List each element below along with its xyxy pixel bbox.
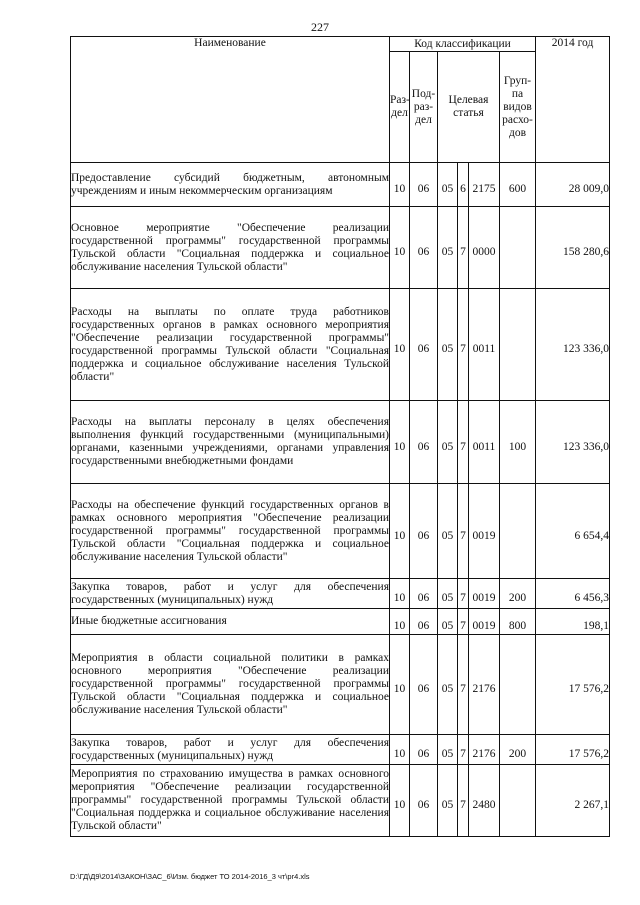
row-target-part3: 0011 [469, 401, 500, 484]
header-subsection: Под- раз- дел [410, 52, 438, 163]
row-expense-group [500, 765, 536, 837]
row-subsection: 06 [410, 289, 438, 401]
row-target-part3: 0019 [469, 609, 500, 635]
row-name: Мероприятия в области социальной политики в рамках основного мероприятия "Обеспечение реализации государственной программы" государственной программы Тульской области "Социальная поддержка и социальное обслуживание населения Тульской области" [71, 635, 390, 735]
row-section: 10 [390, 484, 410, 579]
row-section: 10 [390, 401, 410, 484]
header-target-article: Целевая статья [438, 52, 500, 163]
row-name: Предоставление субсидий бюджетным, автономным учреждениям и иным некоммерческим организациям [71, 163, 390, 207]
header-name: Наименование [71, 37, 390, 163]
row-target-part1: 05 [438, 579, 458, 609]
table-row [71, 609, 610, 635]
row-target-part2: 7 [458, 609, 469, 635]
row-target-part2: 7 [458, 579, 469, 609]
row-target-part1: 05 [438, 609, 458, 635]
row-target-part2: 7 [458, 289, 469, 401]
table-row [71, 735, 610, 765]
row-target-part3: 2176 [469, 735, 500, 765]
row-subsection: 06 [410, 163, 438, 207]
table-row [71, 289, 610, 401]
row-name: Основное мероприятие "Обеспечение реализации государственной программы" государственной программы Тульской области "Социальная поддержка и социальное обслуживание населения Тульской области" [71, 207, 390, 289]
row-name: Расходы на выплаты персоналу в целях обеспечения выполнения функций государственными (муниципальными) органами, казенными учреждениями, органами управления государственными внебюджетными фондами [71, 401, 390, 484]
table-row [71, 765, 610, 837]
row-target-part3: 0019 [469, 484, 500, 579]
table-row [71, 484, 610, 579]
row-section: 10 [390, 207, 410, 289]
table-row [71, 579, 610, 609]
row-target-part2: 7 [458, 207, 469, 289]
row-target-part3: 2480 [469, 765, 500, 837]
table-row [71, 163, 610, 207]
row-amount: 123 336,0 [536, 401, 610, 484]
row-target-part3: 2175 [469, 163, 500, 207]
row-expense-group: 200 [500, 735, 536, 765]
row-section: 10 [390, 163, 410, 207]
row-amount: 28 009,0 [536, 163, 610, 207]
row-subsection: 06 [410, 735, 438, 765]
row-expense-group: 600 [500, 163, 536, 207]
header-row [71, 37, 610, 52]
row-target-part1: 05 [438, 765, 458, 837]
page-number: 227 [311, 20, 329, 34]
row-amount: 2 267,1 [536, 765, 610, 837]
row-name: Расходы на обеспечение функций государственных органов в рамках основного мероприятия "Обеспечение реализации государственной программы" государственной программы Тульской области "Социальная поддержка и социальное обслуживание населения Тульской области" [71, 484, 390, 579]
table-row [71, 207, 610, 289]
row-section: 10 [390, 609, 410, 635]
row-section: 10 [390, 735, 410, 765]
row-name: Закупка товаров, работ и услуг для обеспечения государственных (муниципальных) нужд [71, 579, 390, 609]
row-target-part1: 05 [438, 207, 458, 289]
row-section: 10 [390, 635, 410, 735]
row-target-part1: 05 [438, 735, 458, 765]
row-name: Расходы на выплаты по оплате труда работников государственных органов в рамках основного мероприятия "Обеспечение реализации государственной программы" государственной программы Тульской области "Социальная поддержка и социальное обслуживание населения Тульской области" [71, 289, 390, 401]
row-section: 10 [390, 579, 410, 609]
row-target-part1: 05 [438, 163, 458, 207]
row-target-part1: 05 [438, 401, 458, 484]
row-expense-group [500, 484, 536, 579]
row-subsection: 06 [410, 484, 438, 579]
row-target-part2: 7 [458, 401, 469, 484]
row-amount: 123 336,0 [536, 289, 610, 401]
row-target-part2: 7 [458, 484, 469, 579]
row-target-part3: 0011 [469, 289, 500, 401]
row-subsection: 06 [410, 609, 438, 635]
row-amount: 6 456,3 [536, 579, 610, 609]
row-target-part2: 6 [458, 163, 469, 207]
row-target-part3: 0019 [469, 579, 500, 609]
header-year: 2014 год [536, 37, 610, 163]
file-path-footer: D:\ГД\Д9\2014\ЗАКОН\ЗАС_6\Изм. бюджет ТО 2014-2016_3 чт\pr4.xls [70, 872, 310, 881]
row-target-part2: 7 [458, 735, 469, 765]
row-amount: 6 654,4 [536, 484, 610, 579]
row-name: Иные бюджетные ассигнования [71, 609, 390, 635]
row-section: 10 [390, 289, 410, 401]
row-expense-group: 100 [500, 401, 536, 484]
row-amount: 17 576,2 [536, 735, 610, 765]
row-expense-group: 800 [500, 609, 536, 635]
row-amount: 198,1 [536, 609, 610, 635]
row-target-part3: 2176 [469, 635, 500, 735]
row-subsection: 06 [410, 207, 438, 289]
table-row [71, 635, 610, 735]
row-target-part3: 0000 [469, 207, 500, 289]
table-body [71, 163, 610, 837]
header-expense-group: Груп- па видов расхо- дов [500, 52, 536, 163]
row-amount: 158 280,6 [536, 207, 610, 289]
row-subsection: 06 [410, 635, 438, 735]
row-expense-group: 200 [500, 579, 536, 609]
header-section: Раз- дел [390, 52, 410, 163]
row-target-part2: 7 [458, 635, 469, 735]
row-expense-group [500, 635, 536, 735]
row-name: Закупка товаров, работ и услуг для обеспечения государственных (муниципальных) нужд [71, 735, 390, 765]
header-classification: Код классификации [390, 37, 536, 52]
row-expense-group [500, 207, 536, 289]
row-subsection: 06 [410, 401, 438, 484]
row-target-part1: 05 [438, 635, 458, 735]
row-target-part1: 05 [438, 484, 458, 579]
table-row [71, 401, 610, 484]
row-name: Мероприятия по страхованию имущества в рамках основного мероприятия "Обеспечение реализации государственной программы" государственной программы Тульской области "Социальная поддержка и социальное обслуживание населения Тульской области" [71, 765, 390, 837]
row-subsection: 06 [410, 765, 438, 837]
row-target-part1: 05 [438, 289, 458, 401]
row-amount: 17 576,2 [536, 635, 610, 735]
row-expense-group [500, 289, 536, 401]
row-subsection: 06 [410, 579, 438, 609]
budget-table [70, 36, 610, 837]
row-target-part2: 7 [458, 765, 469, 837]
row-section: 10 [390, 765, 410, 837]
